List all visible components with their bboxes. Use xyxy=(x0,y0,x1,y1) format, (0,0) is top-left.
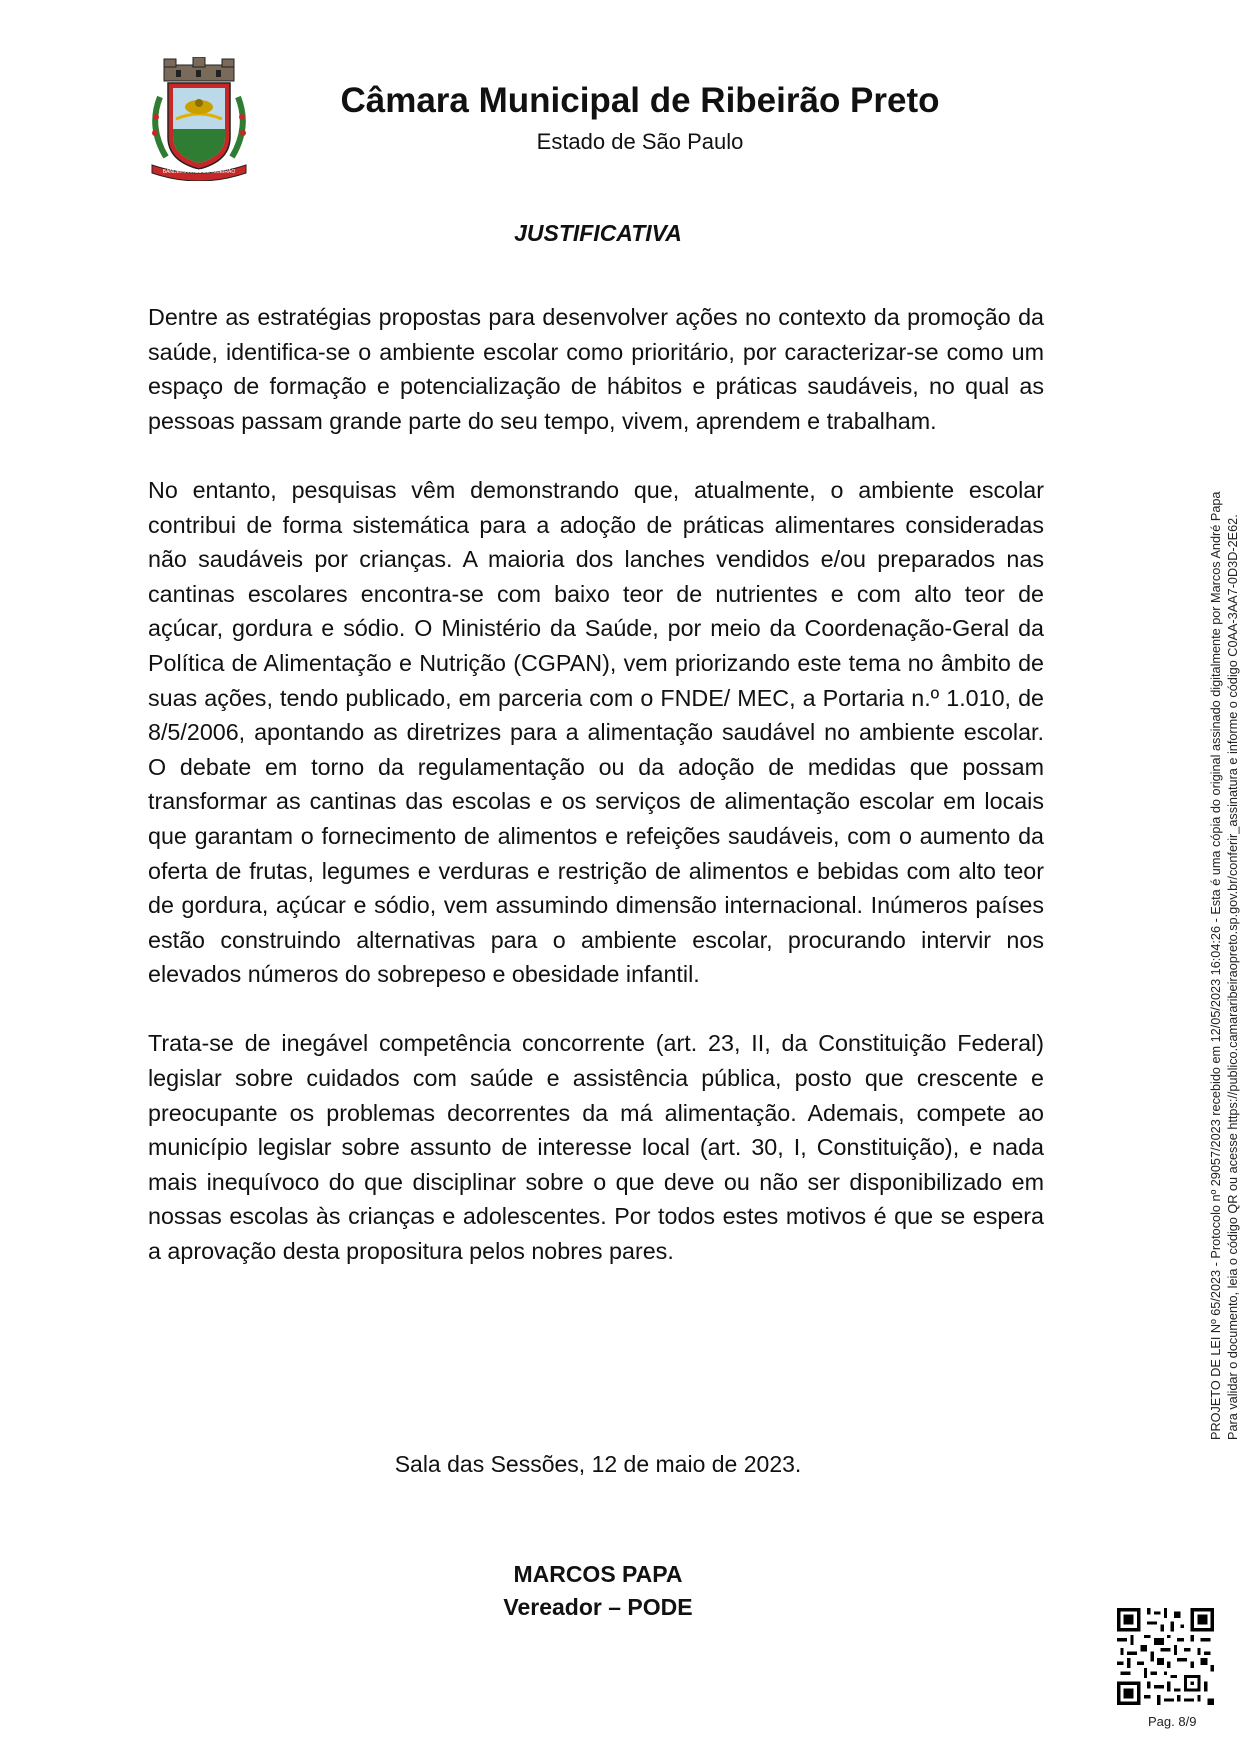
crest-motto: BANDEIRANTES DE RIBEIRÃO xyxy=(162,169,236,175)
signoff-line: Sala das Sessões, 12 de maio de 2023. xyxy=(394,1451,802,1477)
page-subtitle: Estado de São Paulo xyxy=(536,129,744,154)
protocol-stamp-line: PROJETO DE LEI Nº 65/2023 - Protocolo nº 29057/2023 recebido em 12/05/2023 16:04:26 - Esta é uma cópia do original assinado digitalmente por Marcos André Papa xyxy=(1209,491,1223,1440)
protocol-stamp xyxy=(1208,360,1241,1440)
page-title: Câmara Municipal de Ribeirão Preto xyxy=(340,81,940,120)
document-heading: JUSTIFICATIVA xyxy=(514,220,682,246)
page-number: Pag. 8/9 xyxy=(1148,1714,1197,1729)
paragraph: Dentre as estratégias propostas para desenvolver ações no contexto da promoção da saúde, identifica-se o ambiente escolar como prioritário, por caracterizar-se como um espaço de formação e potencialização de hábitos e práticas saudáveis, no qual as pessoas passam grande parte do seu tempo, vivem, aprendem e trabalham. xyxy=(148,304,1044,434)
mural-crown xyxy=(164,57,234,81)
document-body xyxy=(148,300,1044,1303)
paragraph: Trata-se de inegável competência concorrente (art. 23, II, da Constituição Federal) legislar sobre cuidados com saúde e assistência pública, posto que crescente e preocupante os problemas decorrentes da má alimentação. Ademais, compete ao município legislar sobre assunto de interesse local (art. 30, I, Constituição), e nada mais inequívoco do que disciplinar sobre o que deve ou não ser disponibilizado em nossas escolas às crianças e adolescentes. Por todos estes motivos é que se espera a aprovação desta propositura pelos nobres pares. xyxy=(148,1030,1044,1265)
municipal-coat-of-arms-icon xyxy=(146,57,252,181)
paragraph: No entanto, pesquisas vêm demonstrando que, atualmente, o ambiente escolar contribui de forma sistemática para a adoção de práticas alimentares consideradas não saudáveis por crianças. A maioria dos lanches vendidos e/ou preparados nas cantinas escolares encontra-se com baixo teor de nutrientes e com alto teor de açúcar, gordura e sódio. O Ministério da Saúde, por meio da Coordenação-Geral da Política de Alimentação e Nutrição (CGPAN), vem priorizando este tema no âmbito de suas ações, tendo publicado, em parceria com o FNDE/ MEC, a Portaria n.º 1.010, de 8/5/2006, apontando as diretrizes para a alimentação saudável no ambiente escolar. O debate em torno da regulamentação ou da adoção de medidas que possam transformar as cantinas das escolas e os serviços de alimentação escolar em locais que garantam o fornecimento de alimentos e refeições saudáveis, com o aumento da oferta de frutas, legumes e verduras e restrição de alimentos e bebidas com alto teor de gordura, açúcar e sódio, vem assumindo dimensão internacional. Inúmeros países estão construindo alternativas para o ambiente escolar, procurando intervir nos elevados números do sobrepeso e obesidade infantil. xyxy=(148,476,1044,988)
validation-stamp-line: Para validar o documento, leia o código QR ou acesse https://publico.camararibeiraopreto.sp.gov.br/conferir_assinatura e informe o código C0AA-3AA7-0D3D-2E62. xyxy=(1226,514,1240,1440)
signer-role: Vereador – PODE xyxy=(503,1594,693,1620)
signer-name: MARCOS PAPA xyxy=(513,1561,683,1587)
qr-code-icon[interactable] xyxy=(1117,1608,1214,1705)
